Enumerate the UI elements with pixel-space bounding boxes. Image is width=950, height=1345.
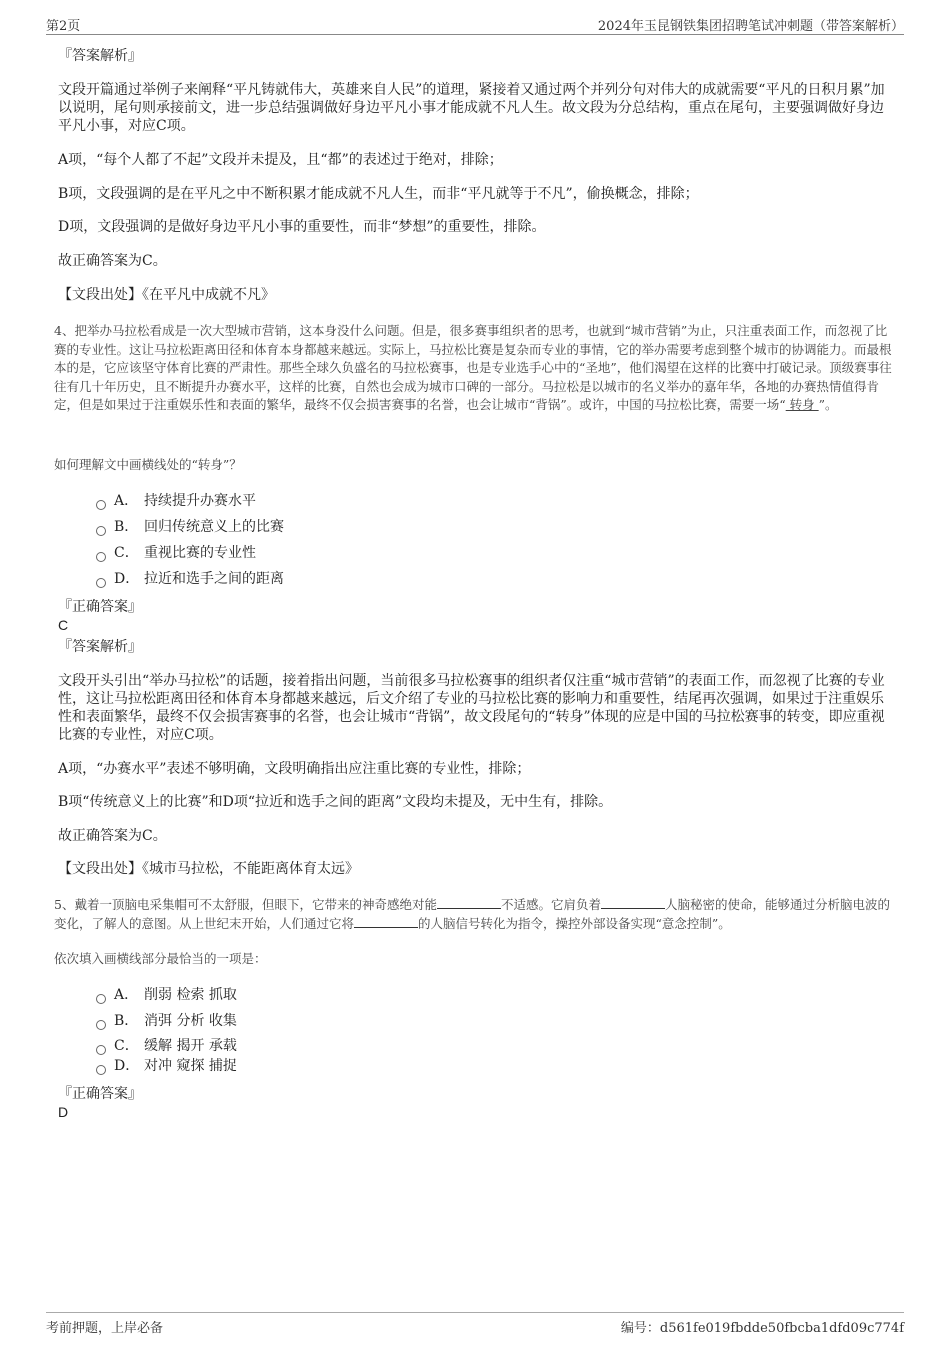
radio-icon[interactable] <box>96 578 106 588</box>
q5-option-b[interactable]: B． 消弭 分析 收集 <box>96 1012 237 1030</box>
q4-option-d[interactable]: D． 拉近和选手之间的距离 <box>96 570 284 588</box>
q5-question: 依次填入画横线部分最恰当的一项是： <box>54 951 267 966</box>
fill-blank-3 <box>354 915 418 928</box>
radio-icon[interactable] <box>96 526 106 536</box>
fill-blank-1 <box>437 896 501 909</box>
q4-source: 【文段出处】《城市马拉松，不能距离体育太远》 <box>58 861 359 877</box>
radio-icon[interactable] <box>96 1045 106 1055</box>
fill-blank-2 <box>601 896 665 909</box>
q4-analysis-option-bd: B项“传统意义上的比赛”和D项“拉近和选手之间的距离”文段均未提及，无中生有，排除。 <box>58 794 613 810</box>
q4-analysis-label: 『答案解析』 <box>58 639 142 655</box>
q3-analysis-paragraph: 文段开篇通过举例子来阐释“平凡铸就伟大，英雄来自人民”的道理，紧接着又通过两个并列分句对伟大的成就需要“平凡的日积月累”加以说明，尾句则承接前文，进一步总结强调做好身边平凡小事才能成就不凡人生。故文段为分总结构，重点在尾句，主要强调做好身边平凡小事，对应C项。 <box>58 82 885 134</box>
radio-icon[interactable] <box>96 552 106 562</box>
q4-option-a[interactable]: A． 持续提升办赛水平 <box>96 492 256 510</box>
q3-analysis-option-d: D项，文段强调的是做好身边平凡小事的重要性，而非“梦想”的重要性，排除。 <box>58 219 546 235</box>
footer-slogan: 考前押题，上岸必备 <box>46 1321 164 1336</box>
radio-icon[interactable] <box>96 994 106 1004</box>
radio-icon[interactable] <box>96 1065 106 1075</box>
q4-question: 如何理解文中画横线处的“转身”？ <box>54 457 242 472</box>
q4-conclusion: 故正确答案为C。 <box>58 828 167 844</box>
q5-stem: 5、戴着一顶脑电采集帽可不太舒服，但眼下，它带来的神奇感绝对能 不适感。它肩负着 人脑秘密的使命，能够通过分析脑电波的变化，了解人的意图。从上世纪末开始，人们通过它将 的人脑信号转化为指令，操控外部设备实现“意念控制”。 <box>54 897 890 931</box>
q3-analysis-option-b: B项，文段强调的是在平凡之中不断积累才能成就不凡人生，而非“平凡就等于不凡”，偷换概念，排除； <box>58 186 699 202</box>
q4-option-c[interactable]: C． 重视比赛的专业性 <box>96 544 256 562</box>
radio-icon[interactable] <box>96 1020 106 1030</box>
document-title: 2024年玉昆钢铁集团招聘笔试冲刺题（带答案解析） <box>597 19 904 34</box>
q3-analysis-option-a: A项，“每个人都了不起”文段并未提及，且“都”的表述过于绝对，排除； <box>58 152 503 168</box>
radio-icon[interactable] <box>96 500 106 510</box>
q4-analysis-option-a: A项，“办赛水平”表述不够明确，文段明确指出应注重比赛的专业性，排除； <box>58 761 531 777</box>
q3-conclusion: 故正确答案为C。 <box>58 253 167 269</box>
page-header <box>46 14 904 35</box>
q4-answer: C <box>58 617 69 633</box>
q4-underlined-word: 转身 <box>785 397 819 412</box>
q5-answer-label: 『正确答案』 <box>58 1086 142 1102</box>
page-footer <box>46 1312 904 1335</box>
q3-analysis-label: 『答案解析』 <box>58 48 142 64</box>
q3-source: 【文段出处】《在平凡中成就不凡》 <box>58 287 275 303</box>
q5-option-d[interactable]: D． 对冲 窥探 捕捉 <box>96 1057 237 1075</box>
q5-option-c[interactable]: C． 缓解 揭开 承载 <box>96 1037 237 1055</box>
q4-stem-text: 4、把举办马拉松看成是一次大型城市营销，这本身没什么问题。但是，很多赛事组织者的思考，也就到“城市营销”为止，只注重表面工作，而忽视了比赛的专业性。这让马拉松距离田径和体育本身都越来越远。实际上，马拉松比赛是复杂而专业的事情，它的举办需要考虑到整个城市的协调能力。而最根本的是，它应该坚守体育比赛的严肃性。那些全球久负盛名的马拉松赛事，也是专业选手心中的“圣地”，他们渴望在这样的比赛中打破记录。顶级赛事往往有几十年历史，且不断提升办赛水平，这样的比赛，自然也会成为城市口碑的一部分。马拉松是以城市的名义举办的嘉年华，各地的办赛热情值得肯定，但是如果过于注重娱乐性和表面的繁华，最终不仅会损害赛事的名誉，也会让城市“背锅”。或许，中国的马拉松比赛，需要一场“ <box>54 323 892 412</box>
q5-option-a[interactable]: A． 削弱 检索 抓取 <box>96 986 237 1004</box>
q4-analysis-paragraph: 文段开头引出“举办马拉松”的话题，接着指出问题，当前很多马拉松赛事的组织者仅注重“城市营销”的表面工作，而忽视了比赛的专业性，这让马拉松距离田径和体育本身都越来越远，后文介绍了专业的马拉松比赛的影响力和重要性，结尾再次强调，如果过于注重娱乐性和表面繁华，最终不仅会损害赛事的名誉，也会让城市“背锅”，故文段尾句的“转身”体现的应是中国的马拉松赛事的转变，即应重视比赛的专业性，对应C项。 <box>58 673 885 743</box>
page-number: 第2页 <box>46 19 81 34</box>
footer-code: 编号：d561fe019fbdde50fbcba1dfd09c774f <box>620 1321 904 1336</box>
q4-stem-end: ”。 <box>818 397 838 412</box>
q4-answer-label: 『正确答案』 <box>58 599 142 615</box>
q4-option-b[interactable]: B． 回归传统意义上的比赛 <box>96 518 284 536</box>
q4-stem <box>54 322 896 415</box>
q5-answer: D <box>58 1104 69 1120</box>
